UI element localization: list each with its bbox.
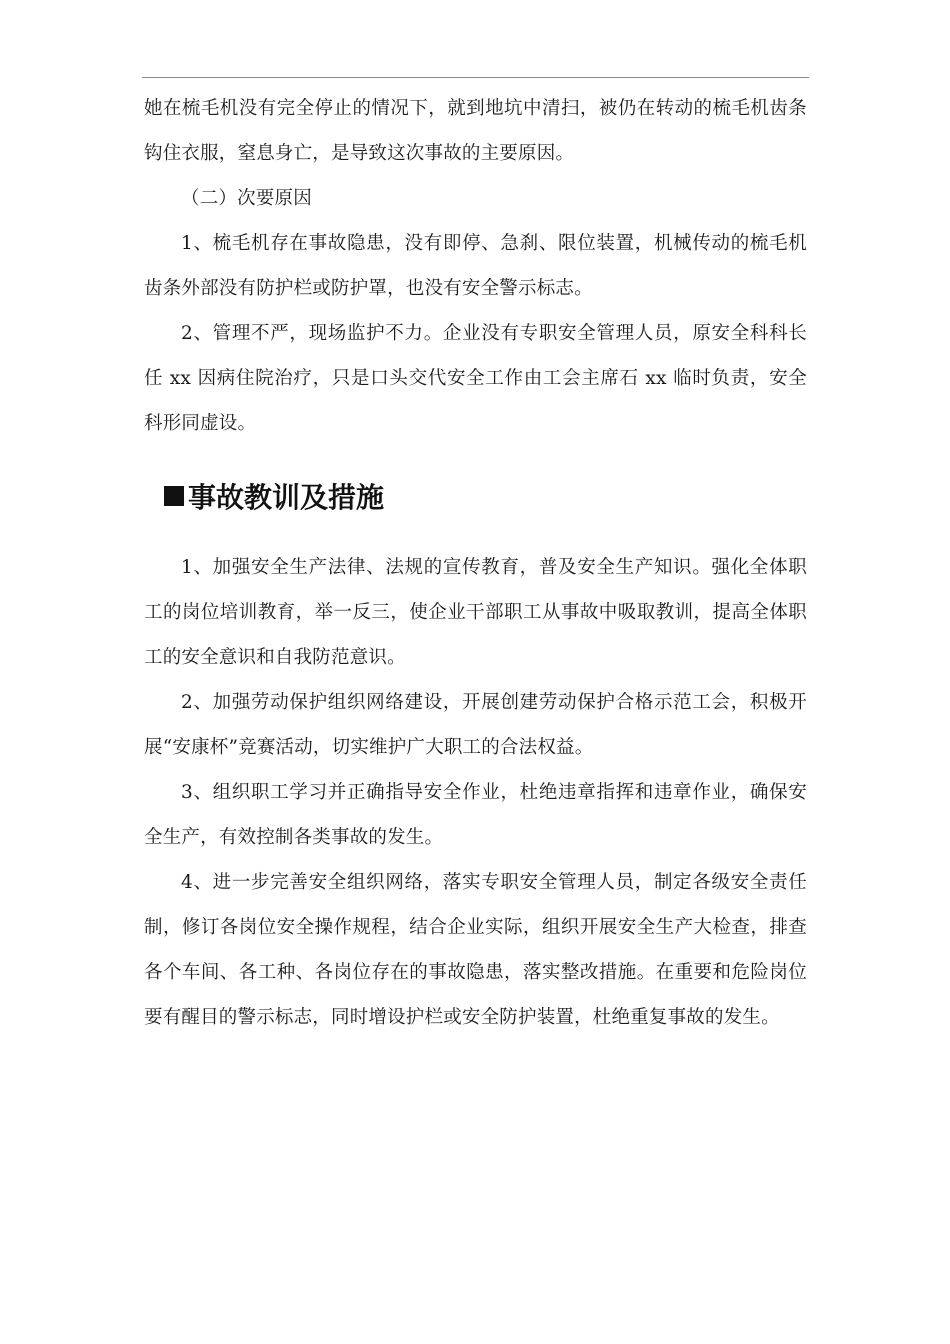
paragraph-measure-1: 1、加强安全生产法律、法规的宣传教育，普及安全生产知识。强化全体职工的岗位培训教育，举一反三，使企业干部职工从事故中吸取教训，提高全体职工的安全意识和自我防范意识。 bbox=[144, 557, 807, 668]
black-square-icon bbox=[164, 486, 184, 506]
paragraph-secondary-cause-1: 1、梳毛机存在事故隐患，没有即停、急刹、限位装置，机械传动的梳毛机齿条外部没有防护栏或防护罩，也没有安全警示标志。 bbox=[144, 233, 807, 299]
paragraph-measure-2: 2、加强劳动保护组织网络建设，开展创建劳动保护合格示范工会，积极开展“安康杯”竞赛活动，切实维护广大职工的合法权益。 bbox=[144, 692, 807, 758]
paragraph-measure-3: 3、组织职工学习并正确指导安全作业，杜绝违章指挥和违章作业，确保安全生产，有效控制各类事故的发生。 bbox=[144, 782, 807, 848]
paragraph-secondary-cause-2: 2、管理不严，现场监护不力。企业没有专职安全管理人员，原安全科科长任 xx 因病住院治疗，只是口头交代安全工作由工会主席石 xx 临时负责，安全科形同虚设。 bbox=[144, 323, 807, 434]
paragraph-main-cause-continued: 她在梳毛机没有完全停止的情况下，就到地坑中清扫，被仍在转动的梳毛机齿条钩住衣服，窒息身亡，是导致这次事故的主要原因。 bbox=[144, 98, 807, 164]
paragraph-measure-4: 4、进一步完善安全组织网络，落实专职安全管理人员，制定各级安全责任制，修订各岗位安全操作规程，结合企业实际，组织开展安全生产大检查，排查各个车间、各工种、各岗位存在的事故隐患，落实整改措施。在重要和危险岗位要有醒目的警示标志，同时增设护栏或安全防护装置，杜绝重复事故的发生。 bbox=[144, 872, 807, 1028]
header-divider bbox=[142, 77, 809, 78]
section-heading-lessons bbox=[144, 472, 807, 520]
section-heading-title: 事故教训及措施 bbox=[188, 481, 385, 514]
document-body bbox=[144, 86, 807, 1040]
subheading-secondary-causes: （二）次要原因 bbox=[181, 188, 312, 209]
